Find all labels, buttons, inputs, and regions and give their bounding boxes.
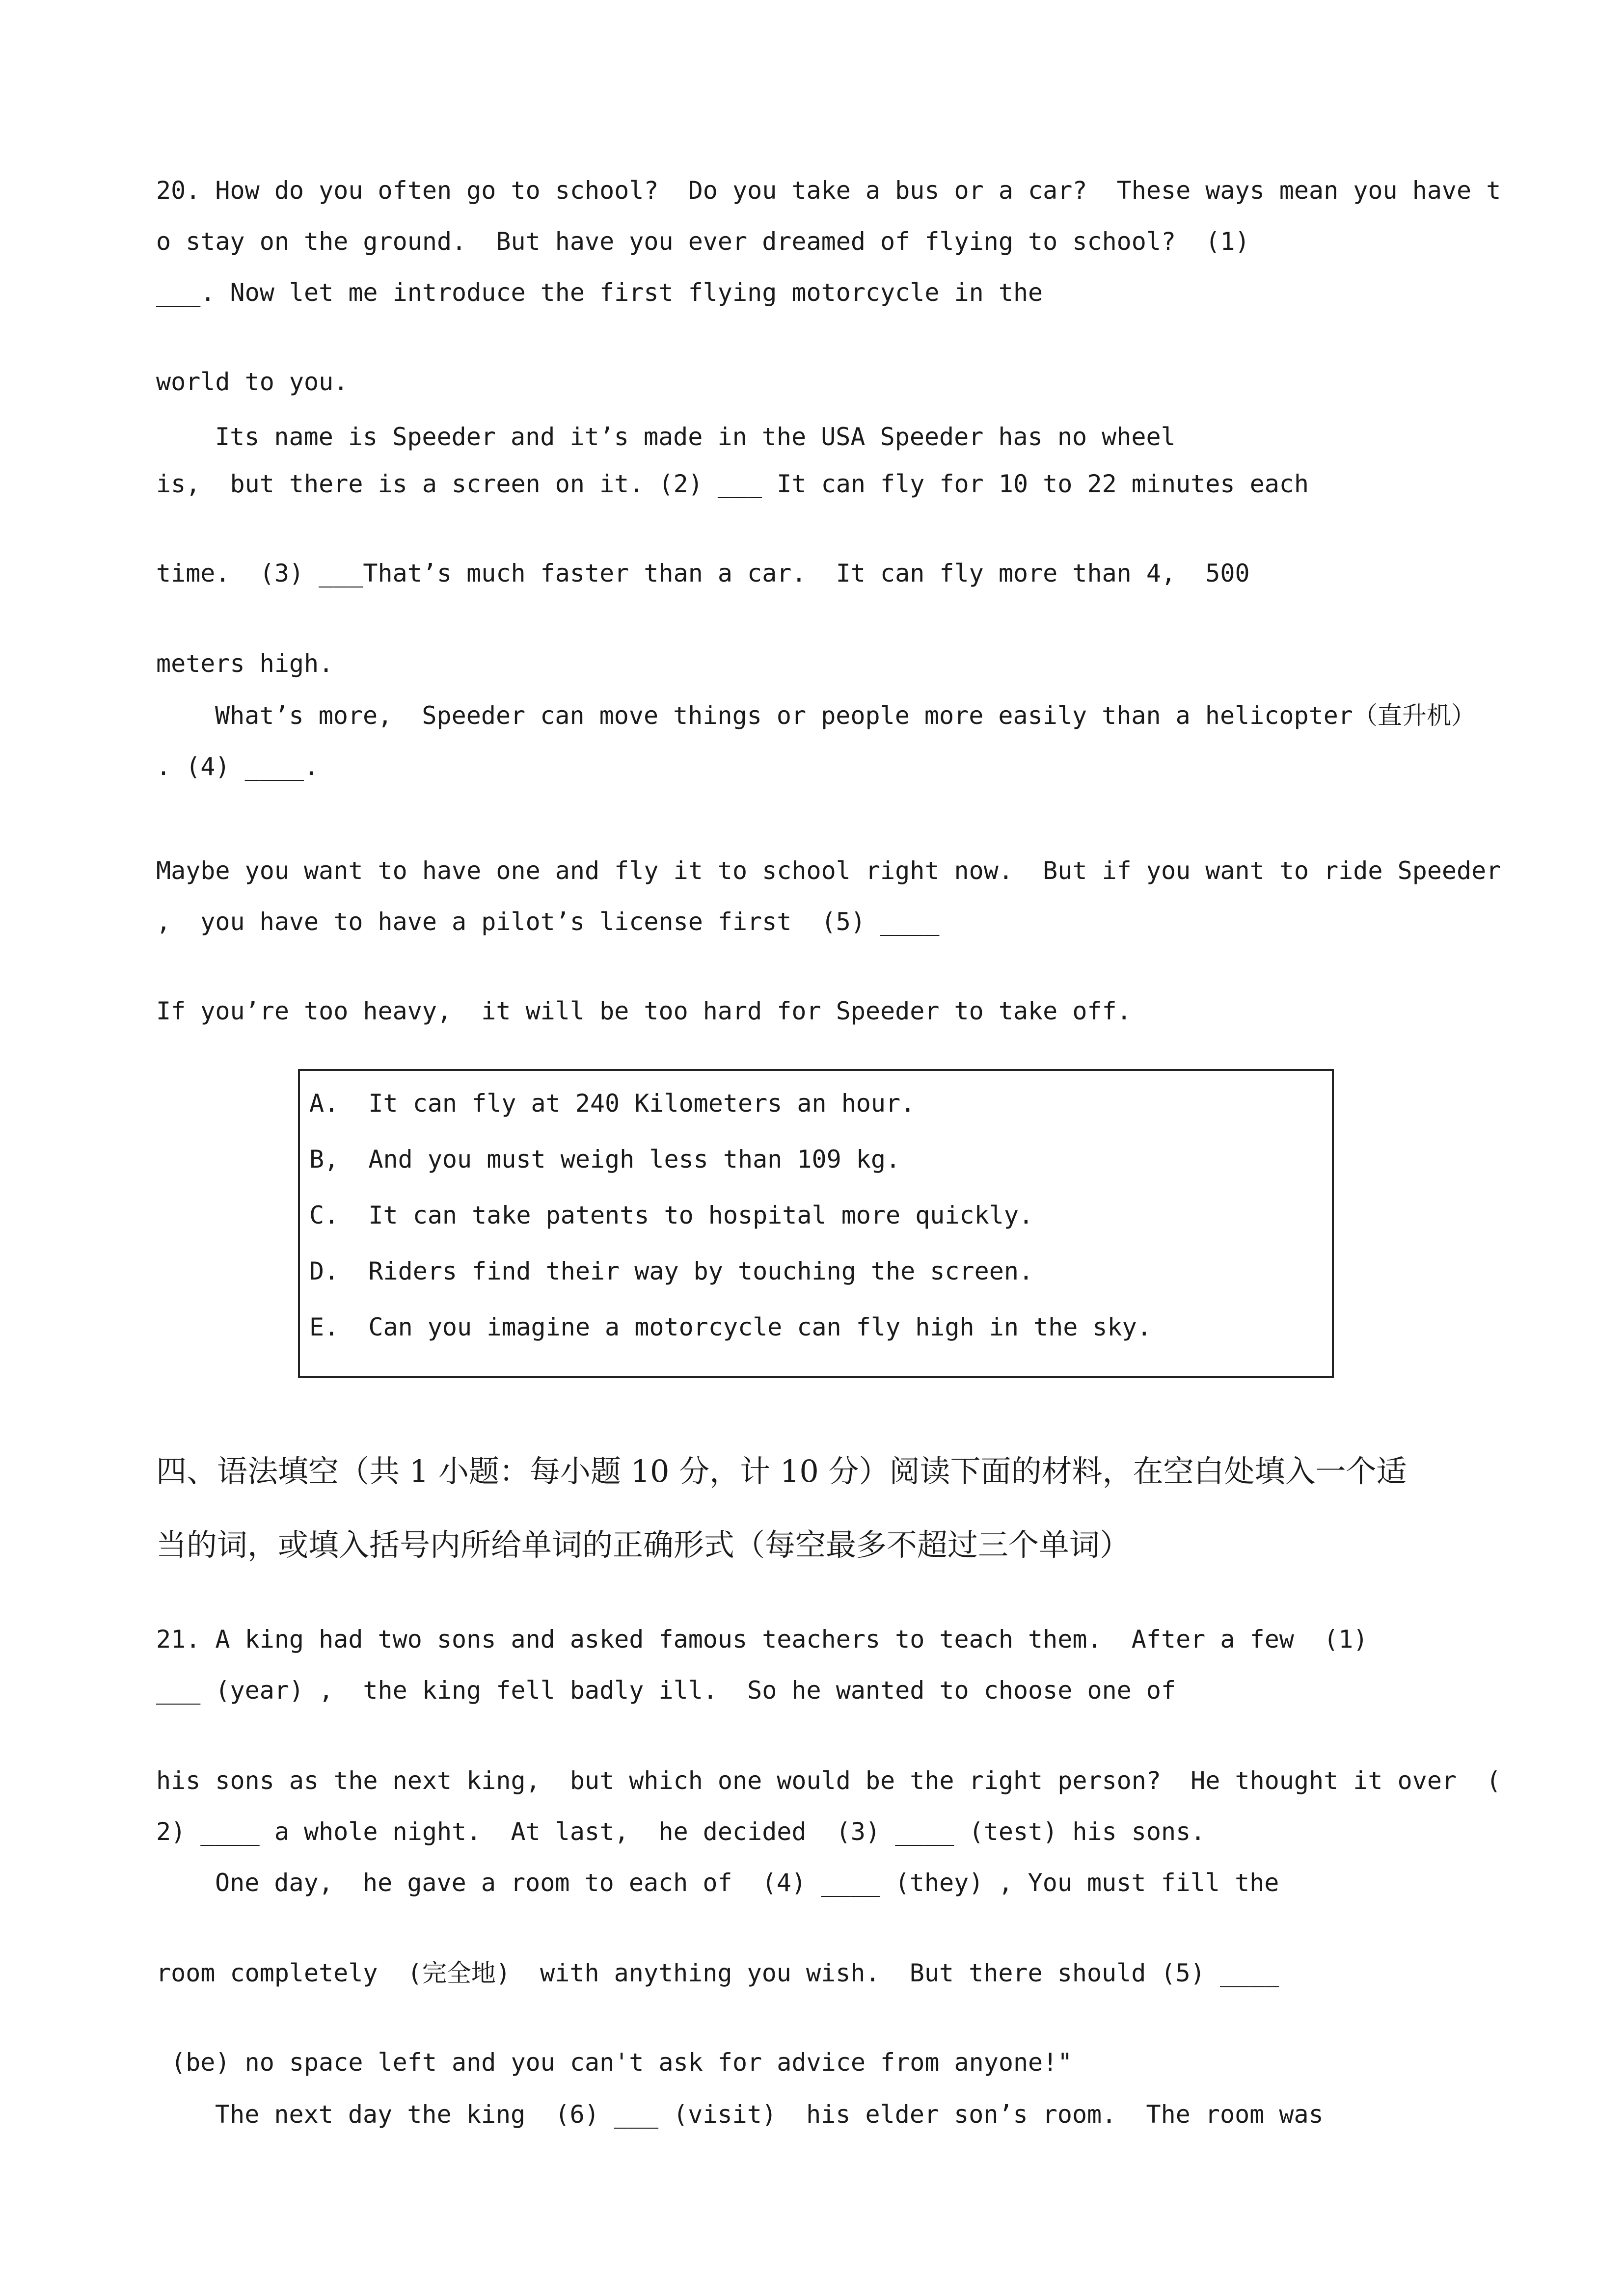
option-c: C. It can take patents to hospital more quickly. <box>309 1201 1034 1229</box>
q20-line: Maybe you want to have one and fly it to school right now. But if you want to ride Speeder <box>156 856 1501 885</box>
section-heading: 当的词，或填入括号内所给单词的正确形式（每空最多不超过三个单词） <box>156 1527 1131 1563</box>
option-d: D. Riders find their way by touching the screen. <box>309 1257 1034 1285</box>
option-a: A. It can fly at 240 Kilometers an hour. <box>309 1089 916 1118</box>
q21-line: room completely (完全地) with anything you wish. But there should (5) ____ <box>156 1959 1279 1987</box>
q20-line: is, but there is a screen on it. (2) ___ It can fly for 10 to 22 minutes each <box>156 470 1309 498</box>
q20-line: world to you. <box>156 368 349 396</box>
q21-line: 21. A king had two sons and asked famous teachers to teach them. After a few (1) <box>156 1625 1368 1654</box>
option-e: E. Can you imagine a motorcycle can fly high in the sky. <box>309 1313 1152 1341</box>
q20-line: meters high. <box>156 649 334 678</box>
q21-line: 2) ____ a whole night. At last, he decided (3) ____ (test) his sons. <box>156 1817 1206 1846</box>
q20-line: o stay on the ground. But have you ever dreamed of flying to school? (1) <box>156 227 1250 256</box>
section-heading: 四、语法填空（共 1 小题：每小题 10 分，计 10 分）阅读下面的材料，在空白处填入一个适 <box>156 1453 1407 1489</box>
q21-line: ___ (year) , the king fell badly ill. So he wanted to choose one of <box>156 1676 1176 1705</box>
option-b: B, And you must weigh less than 109 kg. <box>309 1145 901 1174</box>
q21-line: his sons as the next king, but which one would be the right person? He thought it over ( <box>156 1766 1501 1795</box>
q20-line: , you have to have a pilot’s license first (5) ____ <box>156 908 940 936</box>
q20-line: . (4) ____. <box>156 752 319 781</box>
q20-line: If you’re too heavy, it will be too hard for Speeder to take off. <box>156 997 1132 1025</box>
q20-line: Its name is Speeder and it’s made in the USA Speeder has no wheel <box>215 423 1176 451</box>
q20-line: time. (3) ___That’s much faster than a car. It can fly more than 4, 500 <box>156 559 1250 587</box>
q20-line: 20. How do you often go to school? Do you take a bus or a car? These ways mean you have t <box>156 176 1501 205</box>
q20-line: What’s more, Speeder can move things or people more easily than a helicopter（直升机） <box>215 701 1476 730</box>
q21-line: (be) no space left and you can't ask for advice from anyone!" <box>156 2048 1073 2077</box>
q21-line: One day, he gave a room to each of (4) ____ (they) , You must fill the <box>215 1869 1279 1897</box>
q21-line: The next day the king (6) ___ (visit) his elder son’s room. The room was <box>215 2100 1324 2129</box>
q20-line: ___. Now let me introduce the first flying motorcycle in the <box>156 278 1043 307</box>
